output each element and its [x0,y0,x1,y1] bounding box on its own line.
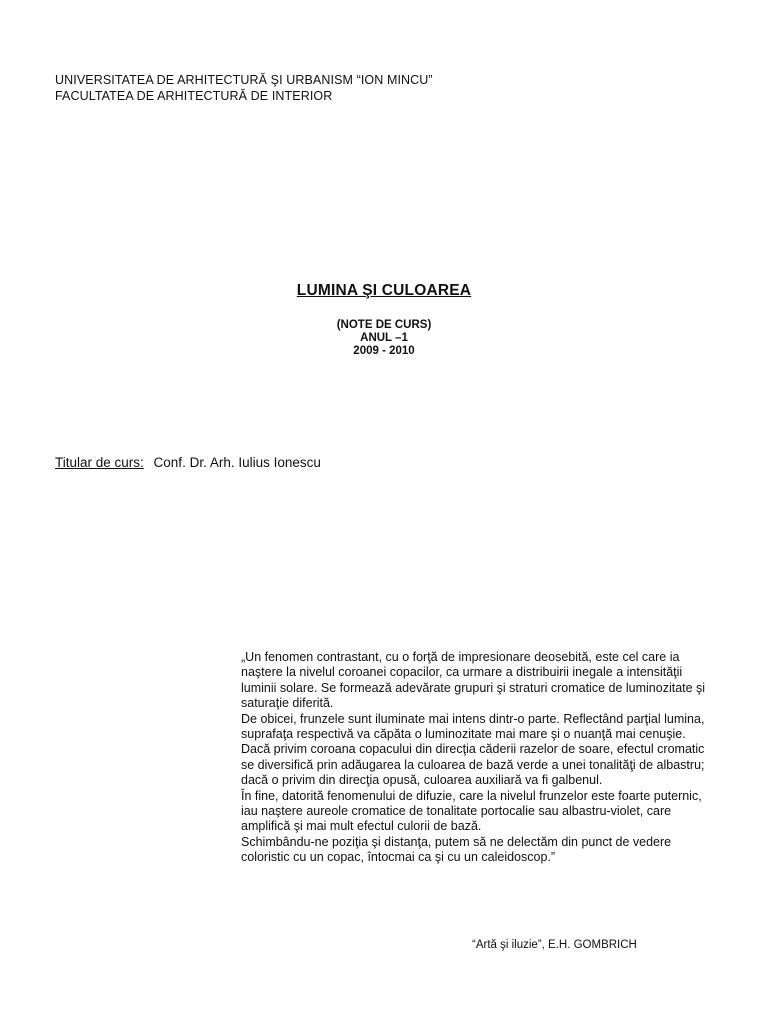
university-name: UNIVERSITATEA DE ARHITECTURĂ ŞI URBANISM “ION MINCU” [55,73,433,87]
quote-paragraph: „Un fenomen contrastant, cu o forţă de impresionare deosebită, este cel care ia naştere la nivelul coroanei copacilor, ca urmare a distribuirii inegale a intensităţii luminii solare. Se formează adevărate grupuri şi straturi cromatice de luminozitate şi saturaţie diferită. [241,650,706,711]
quote-paragraph: Dacă privim coroana copacului din direcţia căderii razelor de soare, efectul cromatic se diversifică prin adăugarea la culoarea de bază verde a unei tonalităţi de albastru; dacă o privim din direcţia opusă, culoarea auxiliară va fi galbenul. [241,742,705,788]
course-holder-name: Conf. Dr. Arh. Iulius Ionescu [153,455,321,470]
quote-paragraph: De obicei, frunzele sunt iluminate mai intens dintr-o parte. Reflectând parţial lumina, suprafaţa respectivă va căpăta o luminozitate mai mare şi o nuanţă mai cenuşie. [241,711,705,742]
subtitle-course-notes: (NOTE DE CURS) [336,319,432,331]
subtitle-year: ANUL –1 [360,332,408,344]
quote-attribution: “Artă şi iluzie”, E.H. GOMBRICH [472,939,637,951]
institution-header [55,72,433,104]
faculty-name: FACULTATEA DE ARHITECTURĂ DE INTERIOR [55,89,333,103]
document-title: LUMINA ŞI CULOAREA [296,282,472,299]
quote-paragraph: Schimbându-ne poziţia şi distanţa, putem să ne delectăm din punct de vedere coloristic cu un copac, întocmai ca şi cu un caleidoscop.” [241,834,672,865]
course-holder-label: Titular de curs: [55,455,144,470]
course-holder [55,455,321,470]
epigraph-quote [241,650,719,866]
subtitle-academic-year: 2009 - 2010 [353,345,415,357]
document-subtitle [0,319,768,358]
quote-paragraph: În fine, datorită fenomenului de difuzie, care la nivelul frunzelor este foarte puternic, iau naştere aureole cromatice de tonalitate portocalie sau albastru-violet, care amplifică şi mai mult efectul culorii de bază. [241,788,702,834]
